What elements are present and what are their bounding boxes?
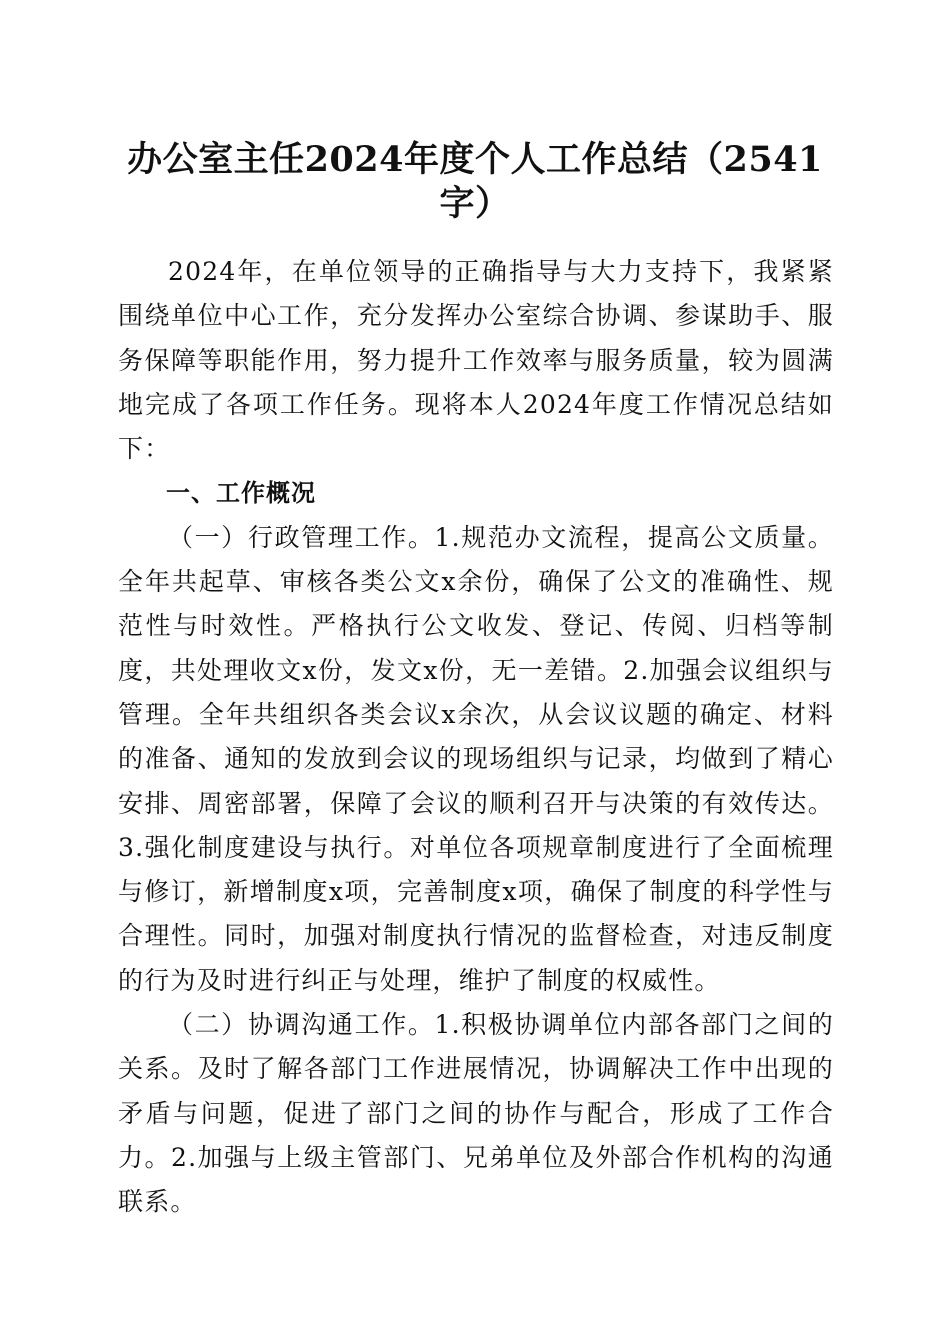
paragraph-administrative-work: （一）行政管理工作。1.规范办文流程，提高公文质量。全年共起草、审核各类公文x余份，确保了公文的准确性、规范性与时效性。严格执行公文收发、登记、传阅、归档等制度，共处理收文x份，发文x份，无一差错。2.加强会议组织与管理。全年共组织各类会议x余次，从会议议题的确定、材料的准备、通知的发放到会议的现场组织与记录，均做到了精心安排、周密部署，保障了会议的顺利召开与决策的有效传达。3.强化制度建设与执行。对单位各项规章制度进行了全面梳理与修订，新增制度x项，完善制度x项，确保了制度的科学性与合理性。同时，加强对制度执行情况的监督检查，对违反制度的行为及时进行纠正与处理，维护了制度的权威性。 [118, 522, 834, 995]
document-title: 办公室主任2024年度个人工作总结（2541字） [127, 139, 823, 224]
paragraph-coordination-work: （二）协调沟通工作。1.积极协调单位内部各部门之间的关系。及时了解各部门工作进展情况，协调解决工作中出现的矛盾与问题，促进了部门之间的协作与配合，形成了工作合力。2.加强与上级主管部门、兄弟单位及外部合作机构的沟通联系。 [118, 1010, 834, 1217]
intro-paragraph: 2024年，在单位领导的正确指导与大力支持下，我紧紧围绕单位中心工作，充分发挥办公室综合协调、参谋助手、服务保障等职能作用，努力提升工作效率与服务质量，较为圆满地完成了各项工作任务。现将本人2024年度工作情况总结如下： [118, 257, 834, 464]
section-heading-work-overview: 一、工作概况 [166, 479, 316, 508]
document-body [118, 250, 834, 1225]
